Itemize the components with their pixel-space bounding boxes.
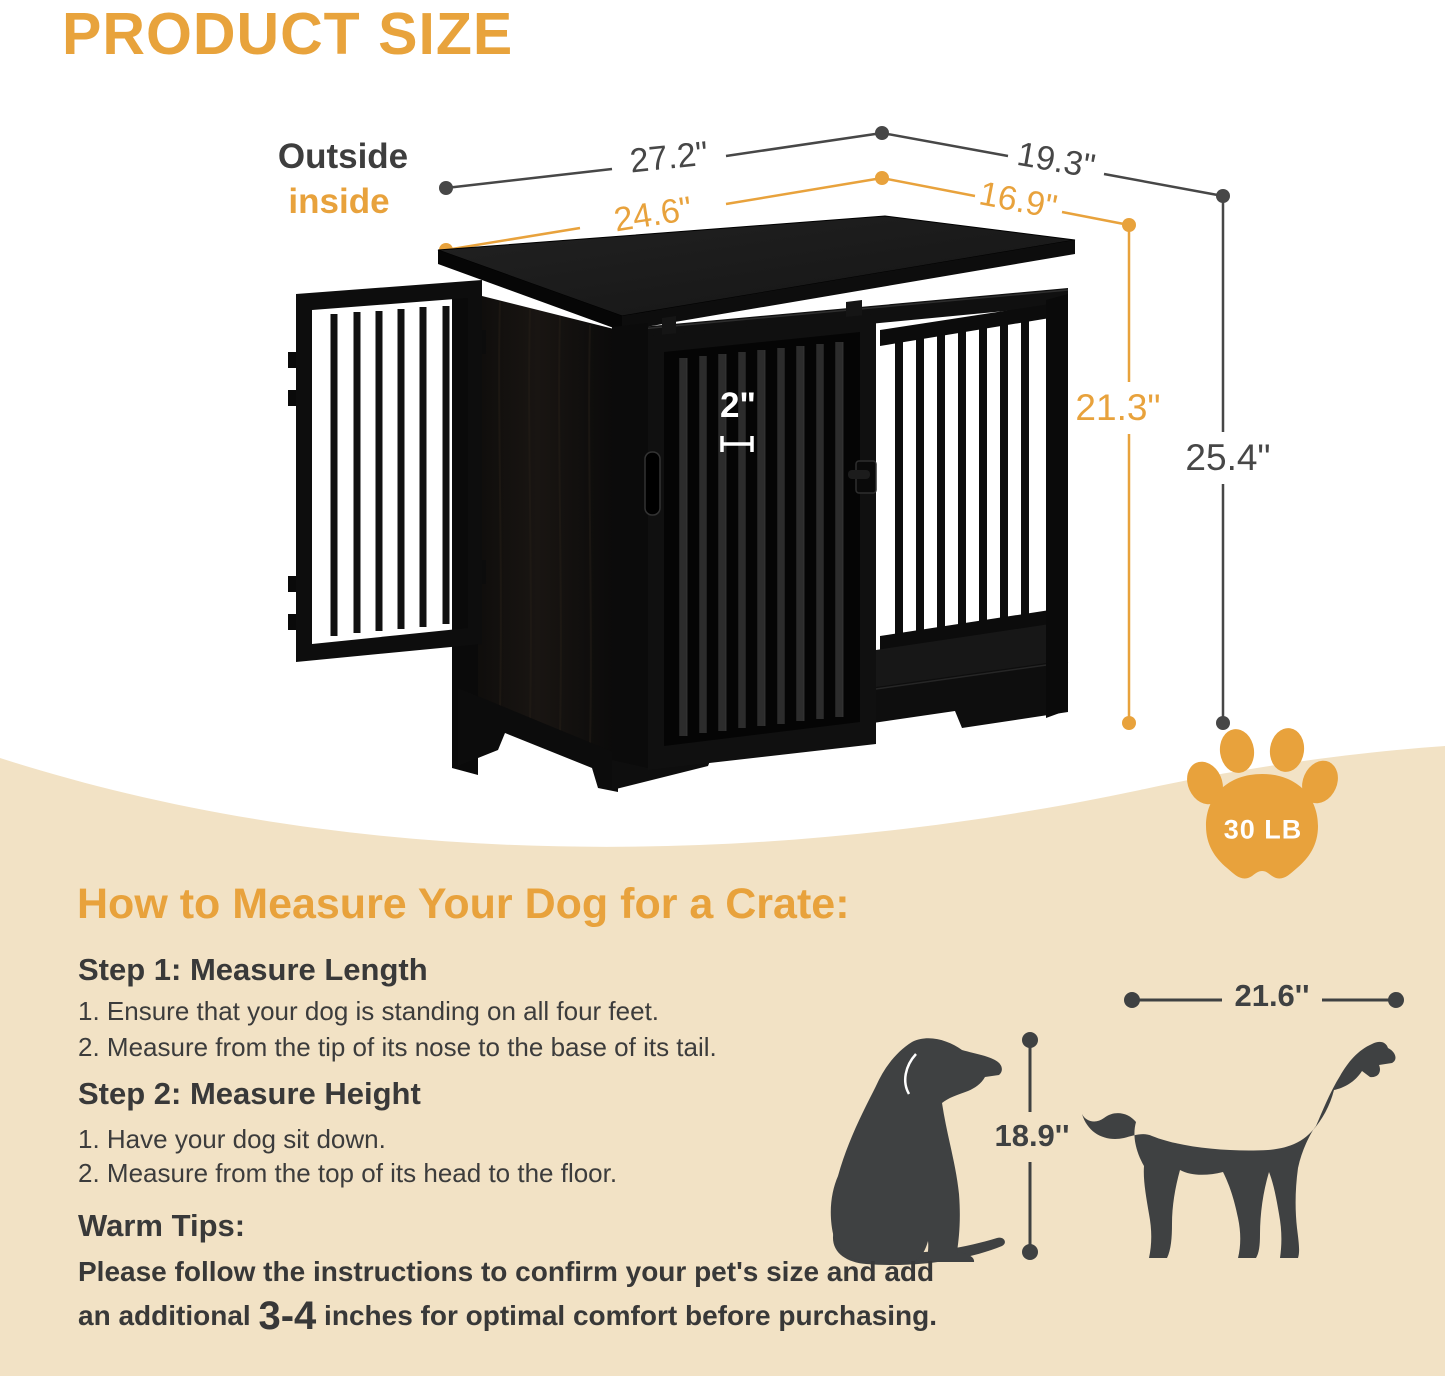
warm-tips-line-2-post: inches for optimal comfort before purchasing.	[316, 1300, 938, 1331]
guide-heading: How to Measure Your Dog for a Crate:	[77, 880, 850, 928]
outside-width-label: 27.2"	[628, 134, 710, 181]
warm-tips-highlight: 3-4	[258, 1294, 317, 1338]
step-2-item-1: 1. Have your dog sit down.	[78, 1124, 386, 1154]
outside-label: Outside	[277, 137, 409, 176]
outside-height-label: 25.4"	[1185, 437, 1271, 478]
dog-height-label: 18.9''	[994, 1118, 1070, 1153]
step-1-item-2: 2. Measure from the tip of its nose to the base of its tail.	[78, 1032, 717, 1062]
step-2-item-2: 2. Measure from the top of its head to the floor.	[78, 1158, 618, 1188]
warm-tips-title: Warm Tips:	[78, 1208, 246, 1243]
step-1-item-1: 1. Ensure that your dog is standing on all four feet.	[78, 996, 660, 1026]
inside-label: inside	[288, 182, 390, 221]
door-handle	[645, 452, 660, 515]
bar-gap-label: 2"	[719, 386, 757, 425]
inside-width-label: 24.6"	[611, 189, 695, 240]
inside-height-label: 21.3"	[1075, 387, 1161, 428]
warm-tips-line-2-pre: an additional	[78, 1300, 259, 1331]
sliding-door	[645, 300, 876, 770]
crate-illustration	[288, 216, 1075, 792]
weight-label: 30 LB	[1223, 814, 1303, 845]
step-2-title: Step 2: Measure Height	[78, 1076, 421, 1111]
inside-depth-label: 16.9"	[976, 174, 1061, 227]
outside-depth-label: 19.3"	[1014, 135, 1098, 187]
warm-tips-line-1: Please follow the instructions to confirm your pet's size and add	[78, 1256, 935, 1287]
step-1-title: Step 1: Measure Length	[78, 952, 428, 987]
dog-length-label: 21.6''	[1234, 978, 1310, 1013]
warm-tips-line-2	[78, 1294, 937, 1339]
page-title: PRODUCT SIZE	[62, 1, 514, 67]
right-panel-bars	[899, 321, 1025, 636]
